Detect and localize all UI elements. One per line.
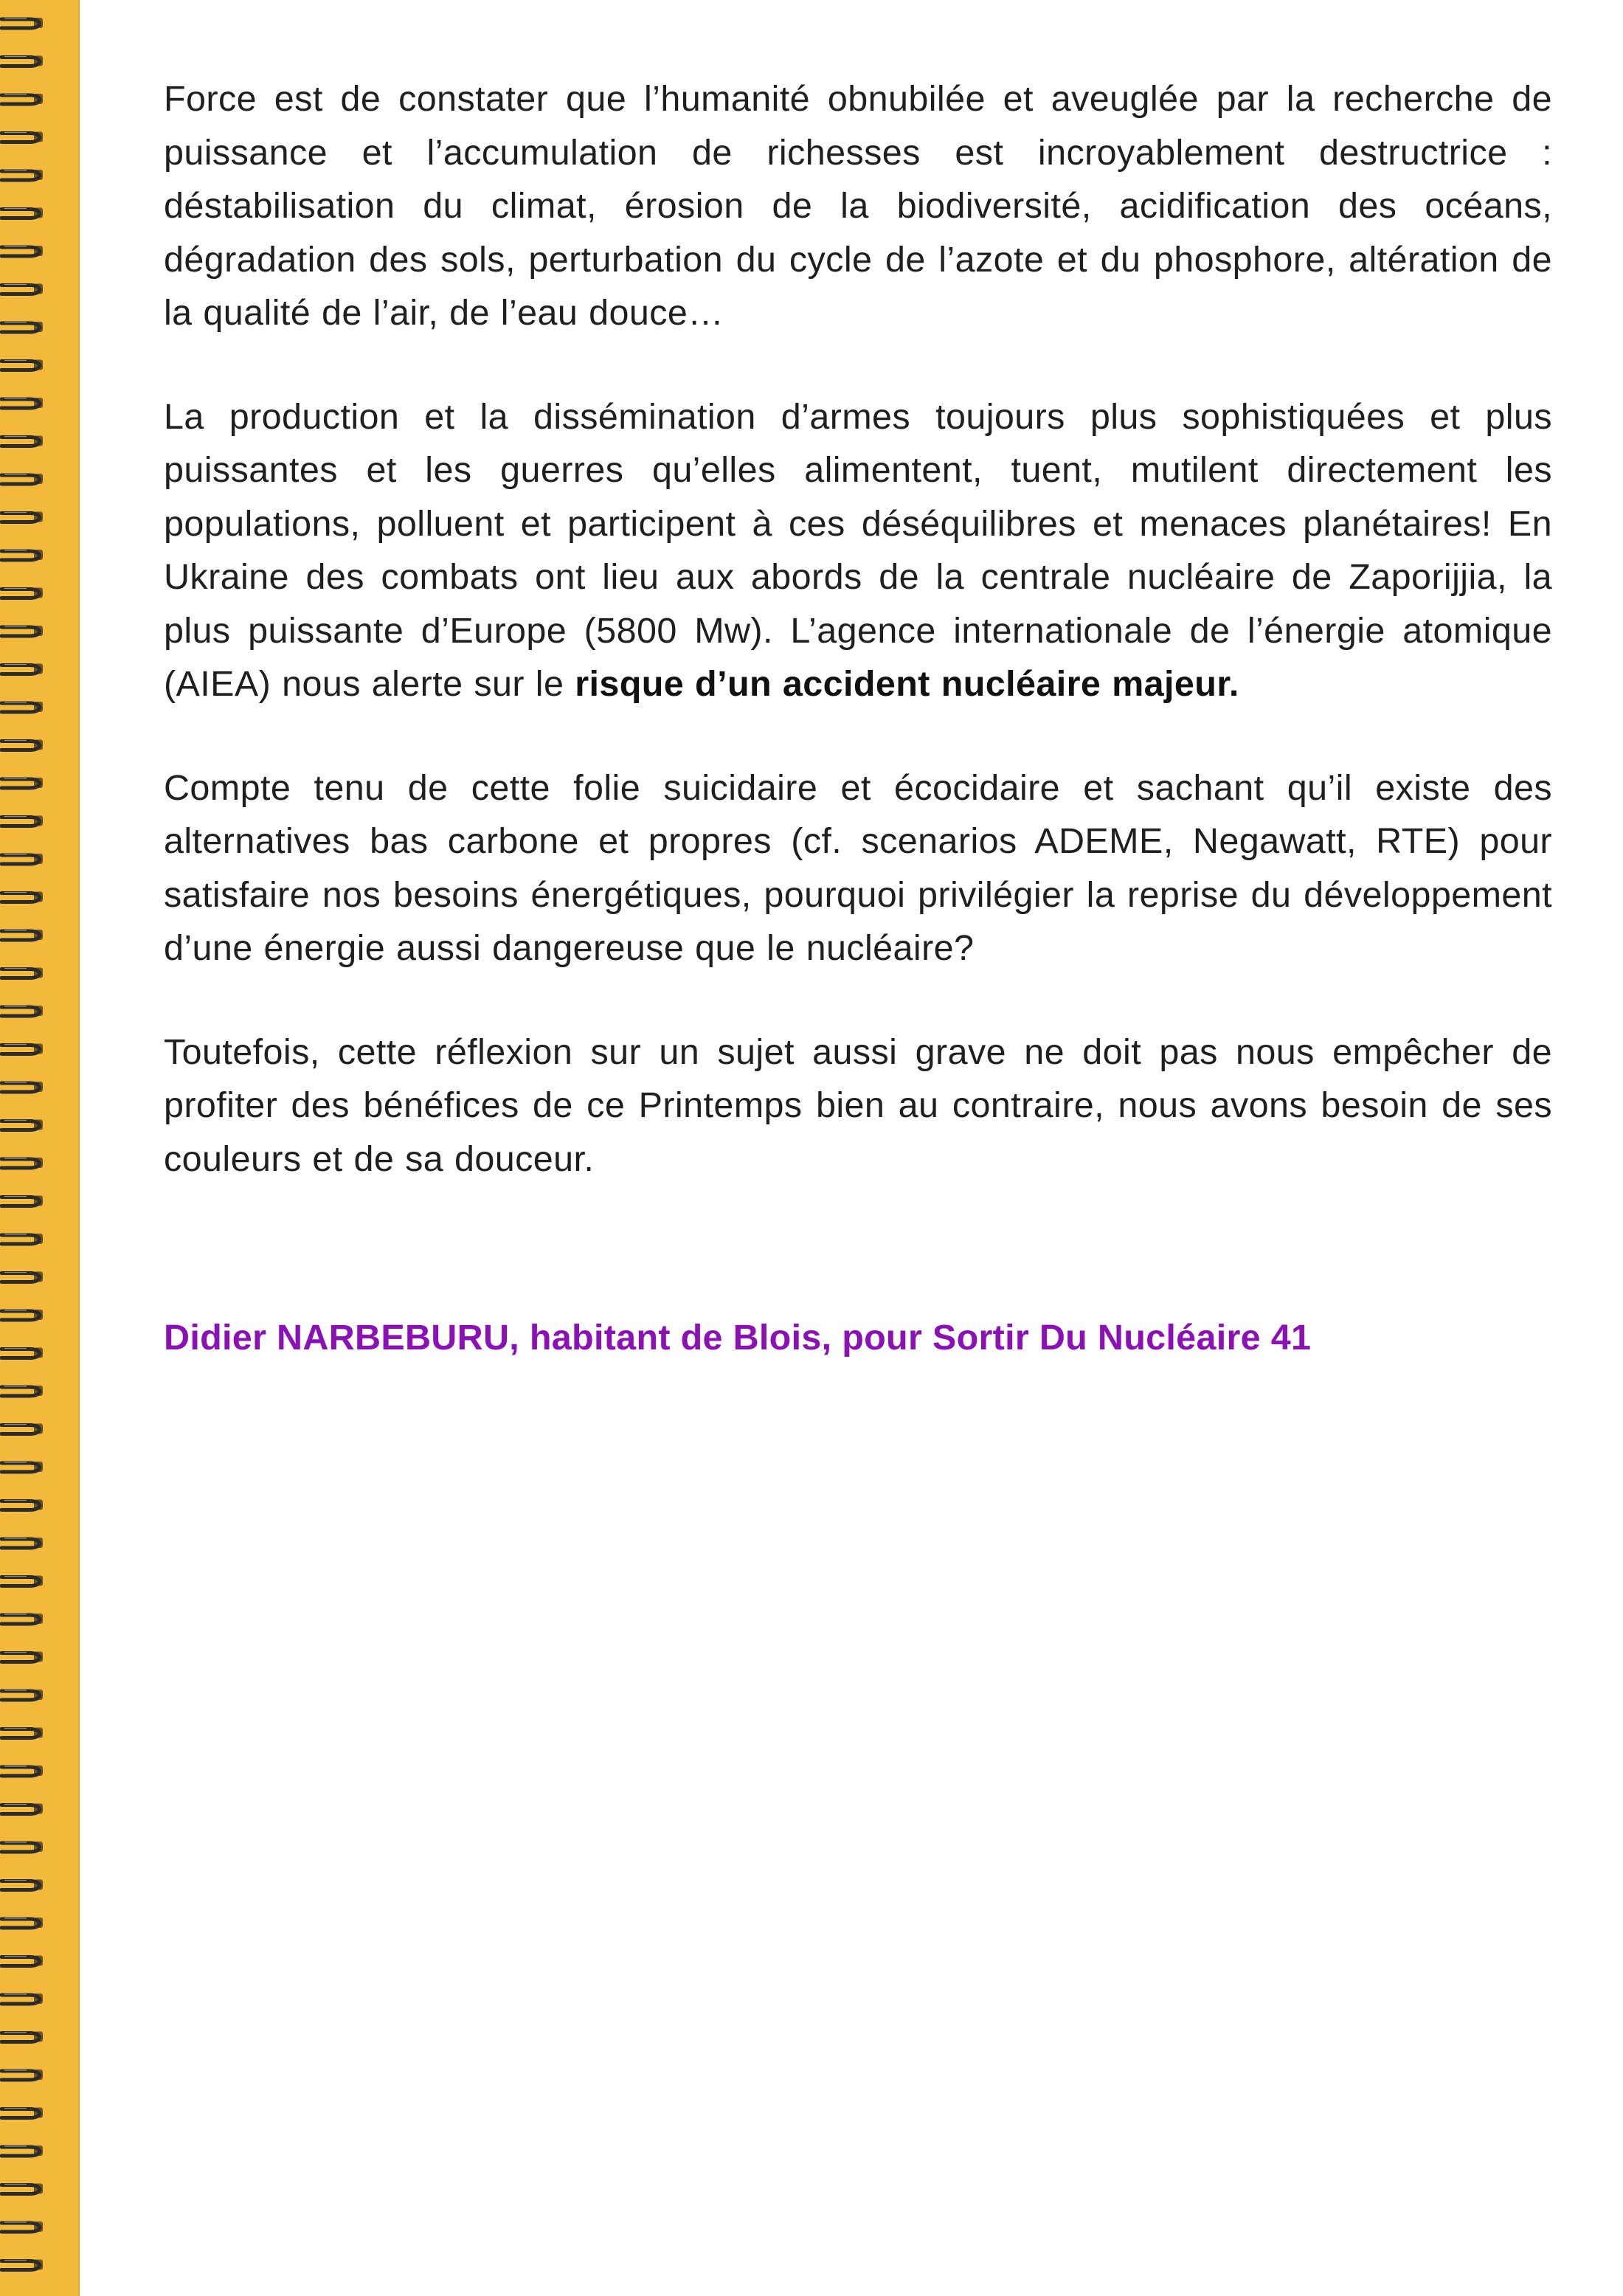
spiral-ring-icon xyxy=(1,2260,43,2270)
spiral-ring-icon xyxy=(1,360,43,370)
spiral-ring-icon xyxy=(1,1196,43,1206)
spiral-ring-icon xyxy=(1,1272,43,1282)
spiral-ring-icon xyxy=(1,1728,43,1738)
spiral-ring-icon xyxy=(1,2108,43,2118)
spiral-ring-icon xyxy=(1,550,43,560)
spiral-ring-icon xyxy=(1,1424,43,1434)
spiral-ring-icon xyxy=(1,1880,43,1890)
spiral-ring-icon xyxy=(1,284,43,294)
spiral-ring-icon xyxy=(1,1842,43,1852)
spiral-ring-icon xyxy=(1,1082,43,1092)
spiral-ring-icon xyxy=(1,56,43,66)
paragraph-spring-reflection: Toutefois, cette réflexion sur un sujet aussi grave ne doit pas nous empêcher de profiter des bénéfices de ce Printemps bien au contraire, nous avons besoin de ses couleurs et de sa douceur. xyxy=(164,1031,1552,1179)
nuclear-accident-warning: risque d’un accident nucléaire majeur. xyxy=(575,664,1239,704)
spiral-ring-icon xyxy=(1,816,43,826)
spiral-ring-icon xyxy=(1,1500,43,1510)
paragraph-environmental-destruction: Force est de constater que l’humanité obnubilée et aveuglée par la recherche de puissance et l’accumulation de richesses est incroyablement destructrice : déstabilisation du climat, érosion de la biodiversité, acidification des océans, dégradation des sols, perturbation du cycle de l’azote et du phosphore, altération de la qualité de l’air, de l’eau douce… xyxy=(164,79,1552,333)
spiral-ring-icon xyxy=(1,740,43,750)
author-signature: Didier NARBEBURU, habitant de Blois, pour Sortir Du Nucléaire 41 xyxy=(164,1318,1312,1358)
spiral-ring-icon xyxy=(1,1766,43,1776)
spiral-ring-icon xyxy=(1,1006,43,1016)
spiral-ring-icon xyxy=(1,2145,43,2156)
spiral-ring-icon xyxy=(1,246,43,256)
spiral-ring-icon xyxy=(1,1044,43,1054)
spiral-ring-icon xyxy=(1,398,43,408)
spiral-ring-icon xyxy=(1,322,43,332)
spiral-ring-icon xyxy=(1,512,43,522)
spiral-ring-icon xyxy=(1,892,43,902)
paragraph-energy-alternatives: Compte tenu de cette folie suicidaire et écocidaire et sachant qu’il existe des alternatives bas carbone et propres (cf. scenarios ADEME, Negawatt, RTE) pour satisfaire nos besoins énergétiques, pourquoi privilégier la reprise du développement d’une énergie aussi dangereuse que le nucléaire? xyxy=(164,767,1552,968)
spiral-ring-icon xyxy=(1,1652,43,1662)
spiral-ring-icon xyxy=(1,968,43,978)
spiral-ring-icon xyxy=(1,436,43,446)
spiral-ring-icon xyxy=(1,1234,43,1244)
spiral-ring-icon xyxy=(1,1158,43,1168)
spiral-ring-icon xyxy=(1,1576,43,1586)
spiral-ring-icon xyxy=(1,1690,43,1700)
spiral-ring-icon xyxy=(1,854,43,864)
spiral-ring-icon xyxy=(1,664,43,674)
spiral-ring-icon xyxy=(1,702,43,712)
spiral-ring-icon xyxy=(1,1956,43,1966)
spiral-ring-icon xyxy=(1,2032,43,2042)
spiral-ring-icon xyxy=(1,626,43,636)
spiral-ring-icon xyxy=(1,1310,43,1320)
paragraph-weapons-text: La production et la dissémination d’armes toujours plus sophistiquées et plus puissantes et les guerres qu’elles alimentent, tuent, mutilent directement les populations, polluent et participent à ces déséquilibres et menaces planétaires! En Ukraine des combats ont lieu aux abords de la centrale nucléaire de Zaporijjia, la plus puissante d’Europe (5800 Mw). L’agence internationale de l’énergie atomique (AIEA) nous alerte sur le xyxy=(164,396,1552,704)
paragraph-weapons-and-war xyxy=(164,390,1552,711)
spiral-ring-icon xyxy=(1,1120,43,1130)
spiral-ring-icon xyxy=(1,132,43,142)
spiral-ring-icon xyxy=(1,778,43,788)
spiral-ring-icon xyxy=(1,1462,43,1472)
spiral-ring-icon xyxy=(1,474,43,484)
spiral-ring-icon xyxy=(1,930,43,940)
spiral-ring-icon xyxy=(1,208,43,218)
spiral-binding xyxy=(0,0,78,2296)
spiral-ring-icon xyxy=(1,2069,43,2080)
spiral-ring-icon xyxy=(1,1804,43,1814)
spiral-ring-icon xyxy=(1,170,43,180)
spiral-ring-icon xyxy=(1,1994,43,2004)
spiral-ring-icon xyxy=(1,1538,43,1548)
spiral-ring-icon xyxy=(1,1918,43,1928)
document-body xyxy=(164,72,1552,1364)
spiral-ring-icon xyxy=(1,2184,43,2194)
spiral-ring-icon xyxy=(1,1348,43,1358)
spiral-ring-icon xyxy=(1,1614,43,1624)
spiral-ring-icon xyxy=(1,2221,43,2232)
spiral-ring-icon xyxy=(1,94,43,104)
spiral-ring-icon xyxy=(1,1386,43,1396)
spiral-ring-icon xyxy=(1,588,43,598)
spiral-ring-icon xyxy=(1,18,43,28)
